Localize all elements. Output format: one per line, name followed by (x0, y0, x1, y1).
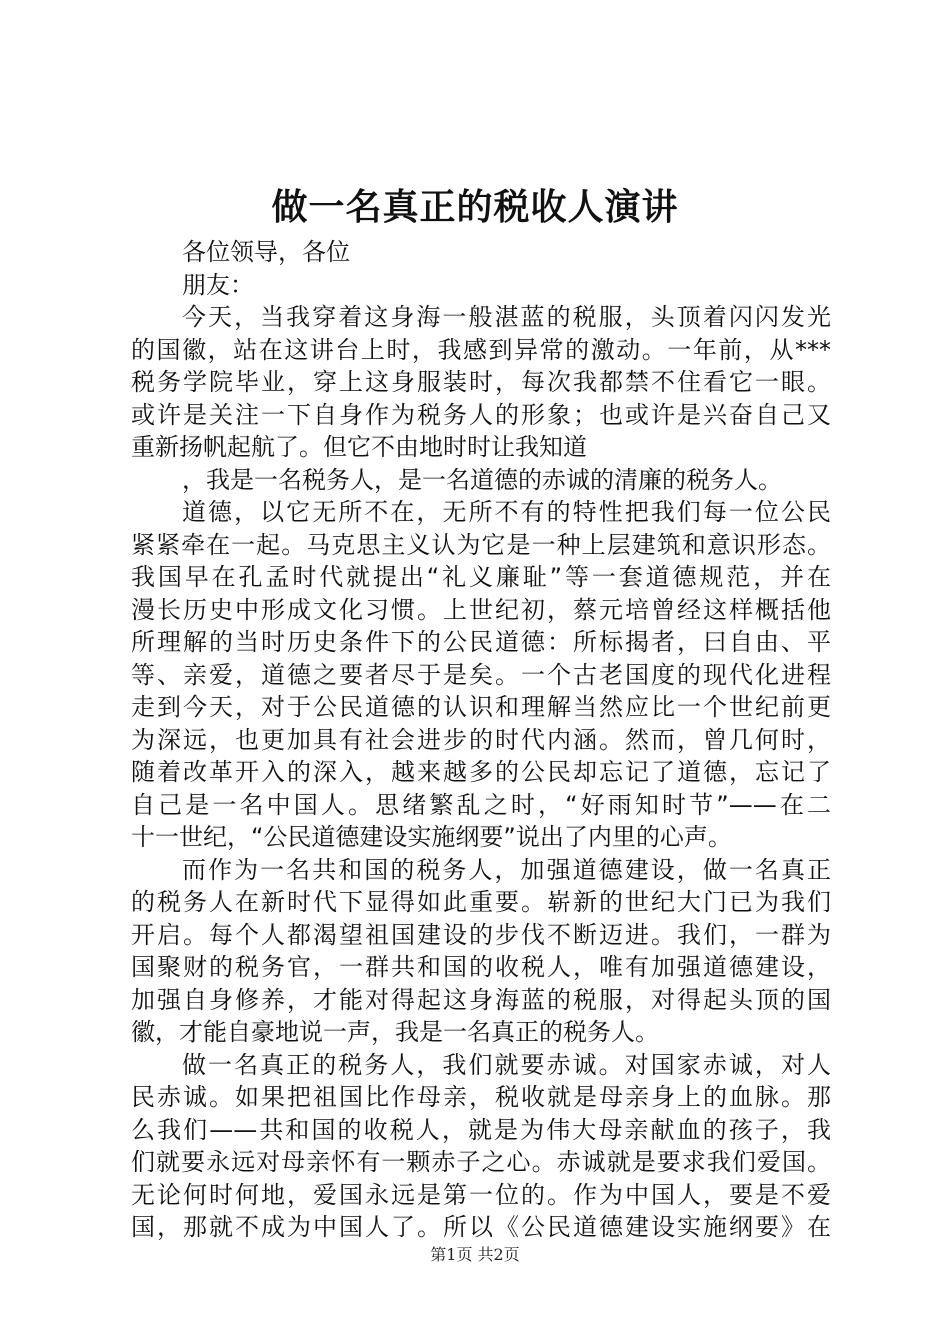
text-line: 国，那就不成为中国人了。所以《公民道德建设实施纲要》在 (131, 1213, 831, 1241)
text-line: 们就要永远对母亲怀有一颗赤子之心。赤诚就是要求我们爱国。 (131, 1148, 831, 1176)
text-line: 十一世纪，“公民道德建设实施纲要”说出了内里的心声。 (131, 823, 732, 851)
text-line: 我国早在孔孟时代就提出“礼义廉耻”等一套道德规范，并在 (131, 563, 831, 591)
text-line: 税务学院毕业，穿上这身服装时，每次我都禁不住看它一眼。 (131, 368, 831, 396)
text-line: 民赤诚。如果把祖国比作母亲，税收就是母亲身上的血脉。那 (131, 1083, 831, 1111)
text-line: 紧紧牵在一起。马克思主义认为它是一种上层建筑和意识形态。 (131, 530, 831, 559)
text-line: 加强自身修养，才能对得起这身海蓝的税服，对得起头顶的国 (131, 985, 831, 1014)
text-line: 各位领导，各位 (182, 238, 350, 266)
text-line: 随着改革开入的深入，越来越多的公民却忘记了道德，忘记了 (131, 758, 831, 786)
text-line: 国聚财的税务官，一群共和国的收税人，唯有加强道德建设， (131, 953, 831, 981)
text-line: 今天，当我穿着这身海一般湛蓝的税服，头顶着闪闪发光 (182, 303, 831, 331)
text-line: ，我是一名税务人，是一名道德的赤诚的清廉的税务人。 (182, 465, 782, 494)
text-line: 自己是一名中国人。思绪繁乱之时，“好雨知时节”——在二 (131, 790, 831, 819)
text-line: 走到今天，对于公民道德的认识和理解当然应比一个世纪前更 (131, 693, 831, 721)
text-line: 么我们——共和国的收税人，就是为伟大母亲献血的孩子，我 (131, 1115, 831, 1144)
text-line: 等、亲爱，道德之要者尽于是矣。一个古老国度的现代化进程 (131, 660, 831, 689)
text-line: 徽，才能自豪地说一声，我是一名真正的税务人。 (131, 1018, 659, 1046)
text-line: 朋友： (182, 270, 254, 299)
text-line: 或许是关注一下自身作为税务人的形象；也或许是兴奋自己又 (131, 400, 831, 429)
text-line: 的税务人在新时代下显得如此重要。崭新的世纪大门已为我们 (131, 888, 831, 916)
text-line: 漫长历史中形成文化习惯。上世纪初，蔡元培曾经这样概括他 (131, 595, 831, 624)
text-line: 的国徽，站在这讲台上时，我感到异常的激动。一年前，从*** (131, 335, 831, 364)
text-line: 所理解的当时历史条件下的公民道德：所标揭者，曰自由、平 (131, 628, 831, 656)
text-line: 而作为一名共和国的税务人，加强道德建设，做一名真正 (182, 855, 831, 884)
document-body (131, 236, 831, 1244)
text-line: 做一名真正的税务人，我们就要赤诚。对国家赤诚，对人 (182, 1050, 831, 1079)
text-line: 道德，以它无所不在，无所不有的特性把我们每一位公民 (182, 498, 831, 526)
text-line: 为深远，也更加具有社会进步的时代内涵。然而，曾几何时， (131, 725, 831, 754)
document-title: 做一名真正的税收人演讲 (271, 186, 679, 228)
text-line: 开启。每个人都渴望祖国建设的步伐不断迈进。我们，一群为 (131, 920, 831, 949)
text-line: 无论何时何地，爱国永远是第一位的。作为中国人，要是不爱 (131, 1180, 831, 1209)
text-line: 重新扬帆起航了。但它不由地时时让我知道 (131, 433, 587, 461)
page-footer: 第1页 共2页 (430, 1245, 520, 1264)
